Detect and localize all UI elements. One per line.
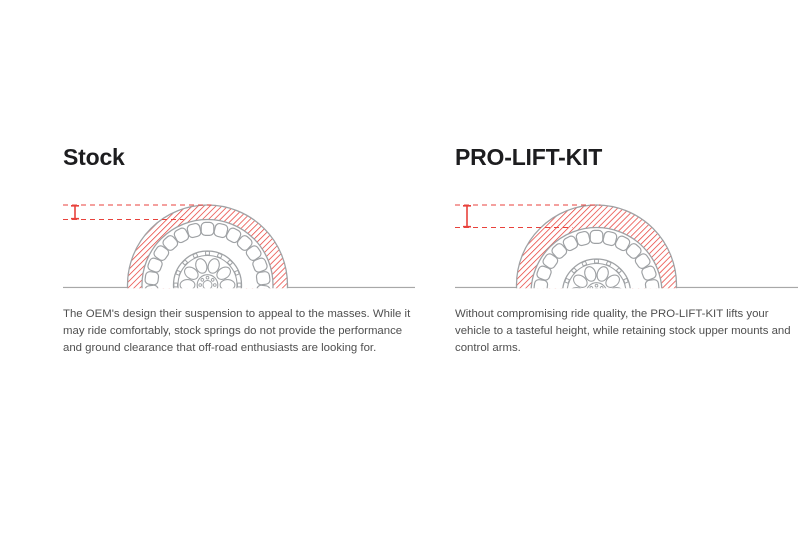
stock-wheel-diagram xyxy=(63,198,419,290)
stock-heading: Stock xyxy=(63,144,125,170)
pro-lift-kit-heading: PRO-LIFT-KIT xyxy=(455,144,603,170)
panel-stock xyxy=(63,144,419,484)
pro-lift-kit-wheel-diagram xyxy=(455,198,800,290)
panel-pro-lift-kit xyxy=(455,144,800,484)
pro-lift-kit-description: Without compromising ride quality, the PRO-LIFT-KIT lifts your vehicle to a tasteful height, while retaining stock upper mounts and control arms. xyxy=(455,308,791,354)
stock-description: The OEM's design their suspension to appeal to the masses. While it may ride comfortably, stock springs do not provide the performance and ground clearance that off-road enthusiasts are looking for. xyxy=(63,308,411,354)
